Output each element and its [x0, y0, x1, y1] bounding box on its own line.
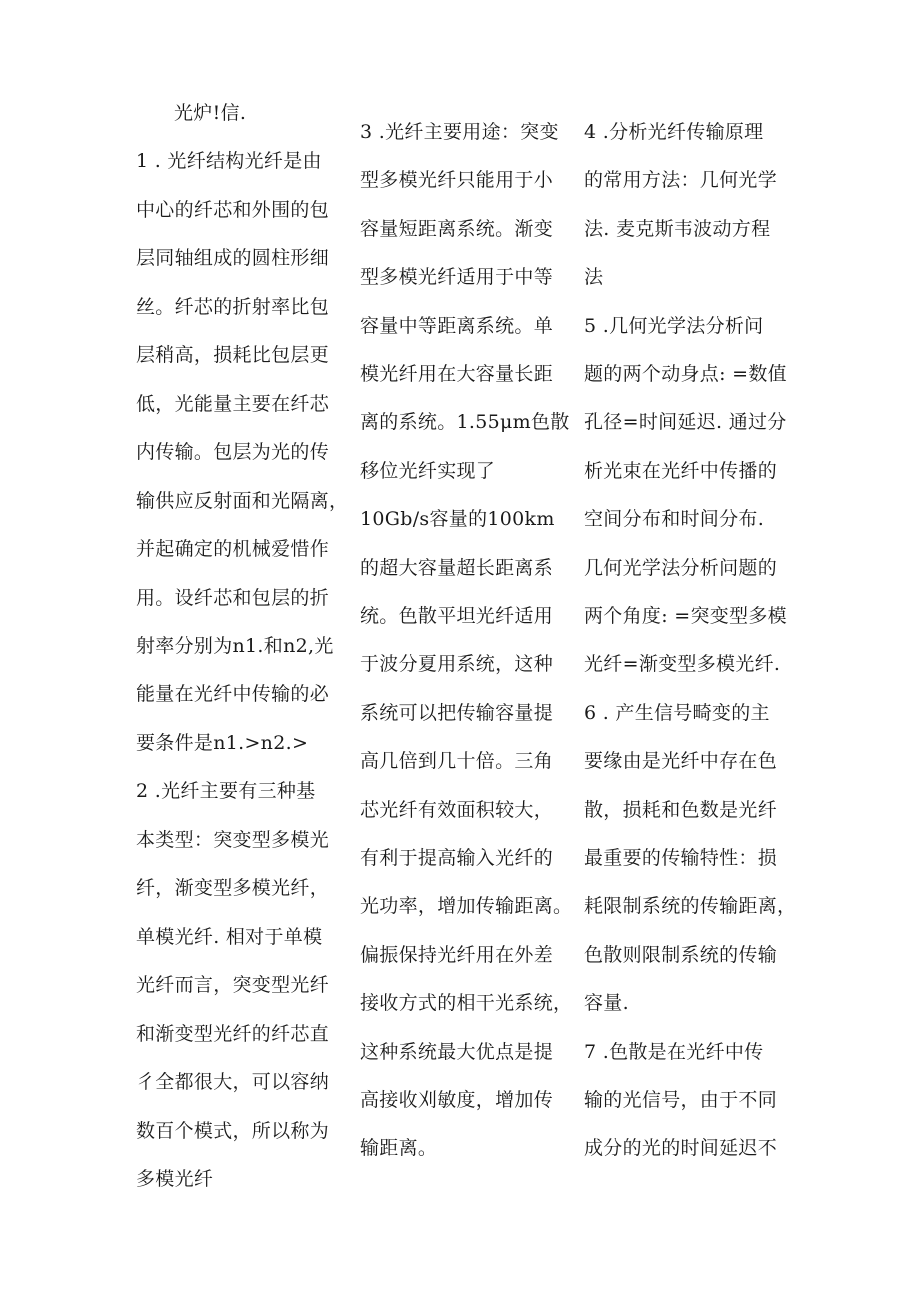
- text-line: 能量在光纤中传输的必: [136, 683, 330, 706]
- text-line: 彳全都很大，可以容纳: [136, 1071, 330, 1093]
- text-line: 6 . 产生信号畸变的主: [584, 701, 770, 724]
- text-line: 空间分布和时间分布.: [584, 508, 765, 531]
- text-line: 1 . 光纤结构光纤是由: [136, 150, 322, 173]
- text-line: 最重要的传输特性：损: [584, 847, 778, 869]
- text-line: 和渐变型光纤的纤芯直: [136, 1022, 330, 1045]
- text-line: 数百个模式，所以称为: [136, 1119, 330, 1142]
- text-line: 于波分夏用系统，这种: [360, 653, 554, 676]
- text-line: 孔径=时间延迟. 通过分: [584, 411, 787, 434]
- text-line: 几何光学法分析问题的: [584, 556, 778, 579]
- text-line: 这种系统最大优点是提: [360, 1040, 554, 1063]
- text-line: 纤，渐变型多模光纤，: [136, 877, 330, 900]
- text-line: 型多模光纤只能用于小: [360, 169, 554, 192]
- text-line: 接收方式的相干光系统，: [360, 992, 573, 1015]
- text-line: 容量中等距离系统。单: [360, 314, 554, 337]
- text-line: 成分的光的时间延迟不: [584, 1137, 778, 1160]
- text-line: 3 .光纤主要用途：突变: [360, 121, 559, 143]
- text-line: 输距离。: [360, 1137, 438, 1160]
- text-line: 低，光能量主要在纤芯: [136, 392, 330, 415]
- text-line: 模光纤用在大容量长距: [360, 363, 554, 385]
- text-line: 射率分别为n1.和n2,光: [136, 635, 334, 657]
- text-line: 高几倍到几十倍。三角: [360, 750, 554, 773]
- text-line: 光纤而言，突变型光纤: [136, 974, 330, 997]
- text-line: 输的光信号，由于不同: [584, 1089, 778, 1111]
- text-line: 的常用方法：几何光学: [584, 169, 778, 192]
- text-line: 色散则限制系统的传输: [584, 943, 778, 966]
- text-line: 层稍高，损耗比包层更: [136, 344, 330, 367]
- text-line: 输供应反射面和光隔离，: [136, 489, 349, 512]
- text-line: 散，损耗和色数是光纤: [584, 798, 778, 821]
- text-line: 统。色散平坦光纤适用: [360, 605, 554, 627]
- text-line: 高接收刈敏度，增加传: [360, 1089, 554, 1111]
- text-line: 有利于提高输入光纤的: [360, 847, 554, 869]
- text-line: 用。设纤芯和包层的折: [136, 586, 330, 609]
- text-line: 10Gb/s容量的100km: [360, 508, 555, 531]
- text-line: 丝。纤芯的折射率比包: [136, 295, 330, 318]
- text-line: 析光束在光纤中传播的: [584, 459, 778, 482]
- text-line: 光功率，增加传输距离。: [360, 895, 573, 918]
- text-line: 层同轴组成的圆柱形细: [136, 247, 330, 270]
- text-line: 的超大容量超长距离系: [360, 556, 554, 579]
- text-line: 系统可以把传输容量提: [360, 701, 554, 724]
- text-line: 两个角度: =突变型多模: [584, 605, 787, 627]
- text-line: 容量短距离系统。渐变: [360, 217, 554, 240]
- text-line: 离的系统。1.55μm色散: [360, 411, 570, 434]
- text-line: 耗限制系统的传输距离，: [584, 895, 797, 918]
- text-line: 芯光纤有效面积较大，: [360, 798, 554, 821]
- text-line: 光纤=渐变型多模光纤.: [584, 653, 781, 676]
- text-line: 7 .色散是在光纤中传: [584, 1040, 764, 1063]
- text-line: 要条件是n1.>n2.>: [136, 731, 309, 754]
- text-line: 题的两个动身点: =数值: [584, 363, 787, 385]
- text-line: 并起确定的机械爱惜作: [136, 538, 330, 560]
- text-line: 本类型：突变型多模光: [136, 828, 330, 851]
- text-line: 容量.: [584, 992, 629, 1015]
- text-line: 光炉!信.: [174, 102, 247, 124]
- text-line: 移位光纤实现了: [360, 459, 496, 482]
- text-line: 法: [584, 266, 604, 289]
- text-line: 5 .几何光学法分析问: [584, 314, 764, 337]
- text-line: 多模光纤: [136, 1167, 214, 1190]
- text-line: 中心的纤芯和外围的包: [136, 198, 330, 221]
- text-line: 型多模光纤适用于中等: [360, 266, 554, 289]
- text-line: 2 .光纤主要有三种基: [136, 780, 316, 803]
- text-line: 4 .分析光纤传输原理: [584, 121, 764, 143]
- text-line: 要缘由是光纤中存在色: [584, 750, 778, 773]
- text-line: 法. 麦克斯韦波动方程: [584, 217, 771, 240]
- text-line: 内传输。包层为光的传: [136, 441, 330, 464]
- text-line: 单模光纤. 相对于单模: [136, 925, 323, 948]
- text-line: 偏振保持光纤用在外差: [360, 943, 554, 966]
